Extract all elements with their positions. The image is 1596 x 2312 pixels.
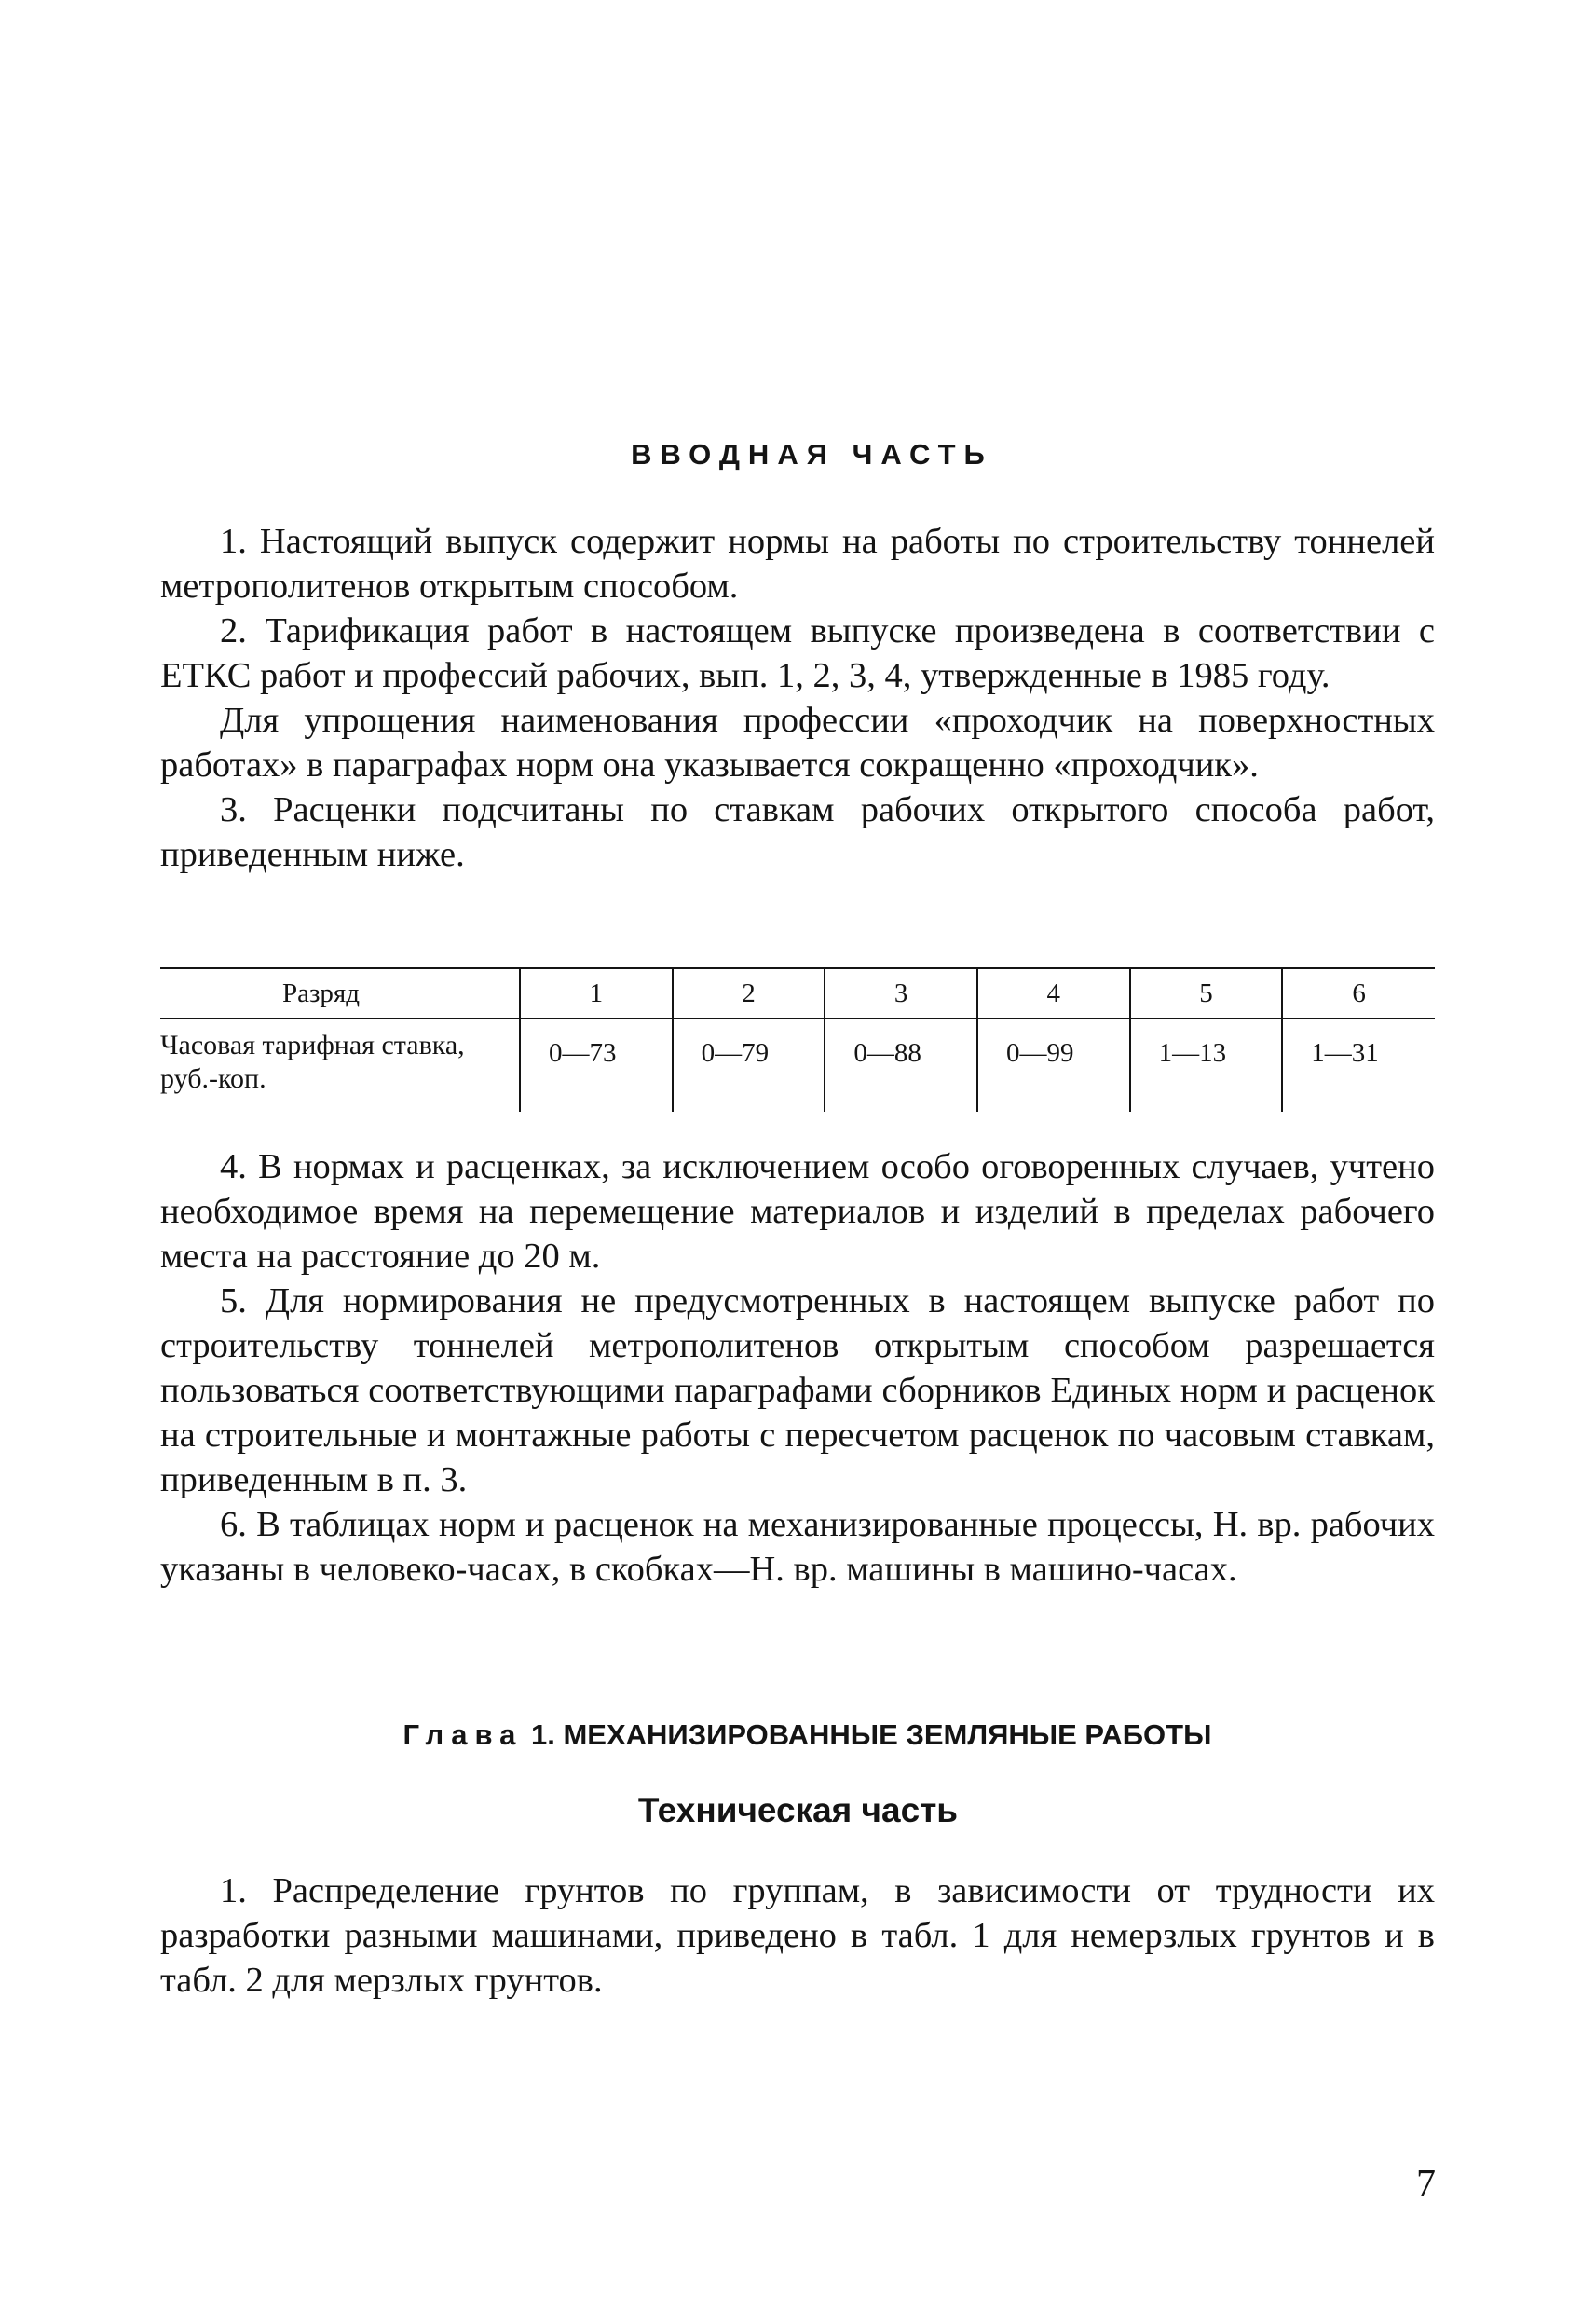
rate-value-cell: 0—79 — [673, 1019, 825, 1112]
grade-header-cell: 5 — [1130, 968, 1283, 1019]
rate-table — [160, 967, 1435, 1112]
rate-value-cell: 0—99 — [977, 1019, 1130, 1112]
rate-value-cell: 1—13 — [1130, 1019, 1283, 1112]
paragraph-1: 1. Настоящий выпуск содержит нормы на работы по строительству тоннелей метрополитенов открытым способом. — [160, 522, 1435, 606]
page-number: 7 — [1416, 2163, 1436, 2206]
grade-header-cell: 6 — [1282, 968, 1435, 1019]
paragraph-5: 5. Для нормирования не предусмотренных в настоящем выпуске работ по строительству тоннелей метрополитенов открытым способом разрешается пользоваться соответствующими параграфами сборников Единых норм и расценок на строительные и монтажные работы с пересчетом расценок по часовым ставкам, приведенным в п. 3. — [160, 1281, 1435, 1499]
grade-header-cell: 1 — [520, 968, 673, 1019]
chapter-text — [160, 1868, 1435, 2003]
chapter-prefix: Глава — [402, 1718, 524, 1751]
intro-text-before-table — [160, 519, 1435, 877]
grade-header-cell: 4 — [977, 968, 1130, 1019]
section-title: ВВОДНАЯ ЧАСТЬ — [631, 438, 993, 471]
paragraph-6: 6. В таблицах норм и расценок на механизированные процессы, Н. вр. рабочих указаны в человеко-часах, в скобках—Н. вр. машины в машино-часах. — [160, 1505, 1435, 1589]
grade-header-cell: 2 — [673, 968, 825, 1019]
rate-value-cell: 0—88 — [825, 1019, 977, 1112]
paragraph-4: 4. В нормах и расценках, за исключением особо оговоренных случаев, учтено необходимое время на перемещение материалов и изделий в пределах рабочего места на расстояние до 20 м. — [160, 1147, 1435, 1276]
rate-table-header-row — [160, 968, 1435, 1019]
paragraph-2-note: Для упрощения наименования профессии «проходчик на поверхностных работах» в параграфах норм она указывается сокращенно «проходчик». — [160, 701, 1435, 785]
paragraph-3: 3. Расценки подсчитаны по ставкам рабочих открытого способа работ, приведенным ниже. — [160, 790, 1435, 874]
chapter-subtitle: Техническая часть — [637, 1791, 959, 1829]
chapter-paragraph-1: 1. Распределение грунтов по группам, в зависимости от трудности их разработки разными машинами, приведено в табл. 1 для немерзлых грунтов и в табл. 2 для мерзлых грунтов. — [160, 1871, 1435, 2000]
grade-header-label: Разряд — [281, 978, 361, 1008]
rate-value-cell: 0—73 — [520, 1019, 673, 1112]
chapter-title — [0, 1718, 1596, 1752]
rate-value-cell: 1—31 — [1282, 1019, 1435, 1112]
intro-text-after-table — [160, 1144, 1435, 1592]
paragraph-2: 2. Тарификация работ в настоящем выпуске произведена в соответствии с ЕТКС работ и профессий рабочих, вып. 1, 2, 3, 4, утвержденные в 1985 году. — [160, 611, 1435, 695]
grade-header-cell: 3 — [825, 968, 977, 1019]
chapter-name: 1. МЕХАНИЗИРОВАННЫЕ ЗЕМЛЯНЫЕ РАБОТЫ — [531, 1718, 1212, 1751]
rate-table-row — [160, 1019, 1435, 1112]
rate-row-label: Часовая тарифная ставка, руб.-коп. — [160, 1030, 465, 1094]
